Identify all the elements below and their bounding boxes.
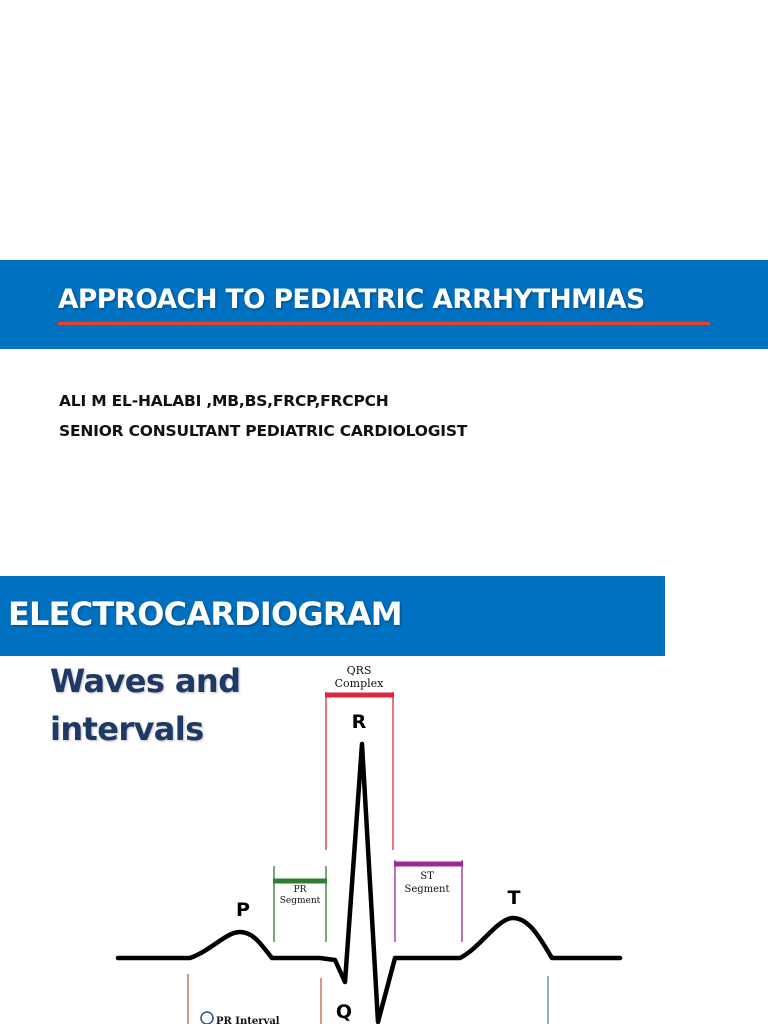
pr-segment-label-1: PR — [293, 885, 307, 895]
info-icon — [201, 1012, 213, 1024]
pr-segment-label-2: Segment — [279, 896, 321, 906]
pr-interval-label: PR Interval — [216, 1016, 280, 1024]
st-segment-label-1: ST — [420, 871, 434, 882]
ecg-trace — [118, 744, 620, 1022]
author-position: SENIOR CONSULTANT PEDIATRIC CARDIOLOGIST — [59, 422, 468, 440]
subtitle-line-2: intervals — [50, 710, 204, 748]
subtitle-line-1: Waves and — [50, 662, 241, 700]
author-name: ALI M EL-HALABI ,MB,BS,FRCP,FRCPCH — [59, 392, 389, 410]
t-wave-label: T — [507, 887, 521, 909]
qrs-label: QRS — [346, 664, 372, 677]
r-wave-label: R — [351, 711, 367, 733]
ecg-diagram — [0, 656, 768, 1024]
st-segment-label-2: Segment — [404, 884, 450, 895]
presentation-title: APPROACH TO PEDIATRIC ARRHYTHMIAS — [58, 284, 645, 315]
title-underline — [58, 322, 710, 325]
q-wave-label: Q — [335, 1001, 353, 1023]
complex-label: Complex — [334, 677, 384, 690]
section-title: ELECTROCARDIOGRAM — [8, 595, 402, 633]
p-wave-label: P — [236, 899, 250, 921]
